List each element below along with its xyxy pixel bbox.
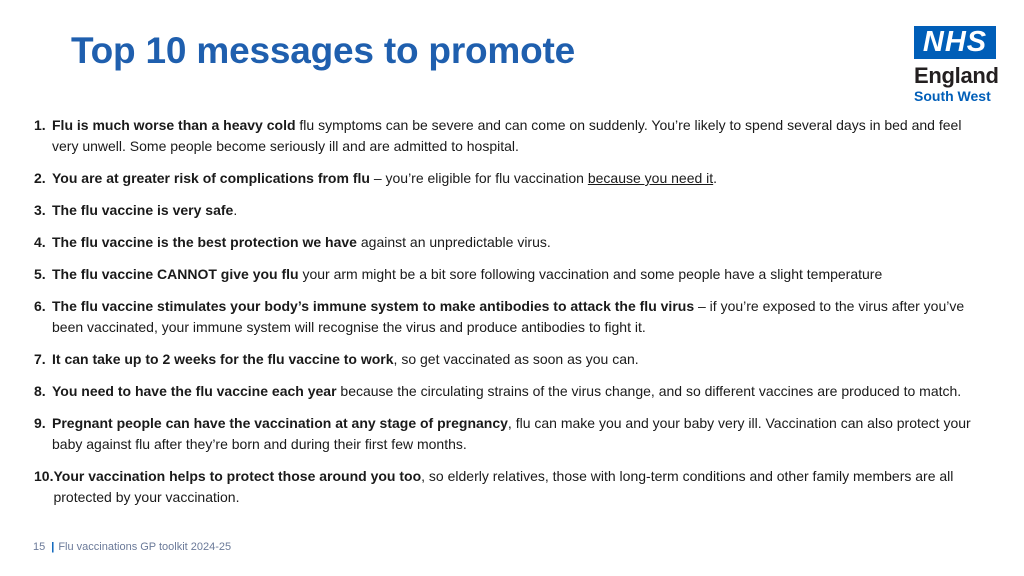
message-detail: , flu can make you and your baby very ill. Vaccination can also protect your baby against flu after they’re born and during their first few months. [52, 415, 971, 452]
message-number: 2. [34, 170, 46, 186]
message-detail: , so get vaccinated as soon as you can. [393, 351, 639, 367]
message-number: 6. [34, 298, 46, 314]
message-detail: your arm might be a bit sore following vaccination and some people have a slight temperature [298, 266, 883, 282]
message-number: 5. [34, 266, 46, 282]
message-item [34, 349, 984, 370]
message-detail: . [233, 202, 238, 218]
page-title: Top 10 messages to promote [71, 30, 576, 71]
message-heading: The flu vaccine stimulates your body’s immune system to make antibodies to attack the flu virus [52, 298, 695, 314]
message-item [34, 466, 984, 508]
message-heading: The flu vaccine is the best protection we have [52, 234, 357, 250]
nhs-logo-mark: NHS [914, 26, 996, 59]
message-item [34, 168, 984, 189]
message-heading: Your vaccination helps to protect those around you too [53, 468, 422, 484]
message-heading: Pregnant people can have the vaccination at any stage of pregnancy [52, 415, 508, 431]
message-item [34, 413, 984, 455]
message-number: 9. [34, 415, 46, 431]
message-number: 3. [34, 202, 46, 218]
message-detail: flu symptoms can be severe and can come on suddenly. You’re likely to spend several days in bed and feel very unwell. Some people become seriously ill and are admitted to hospital. [52, 117, 962, 154]
message-number: 1. [34, 117, 46, 133]
messages-list [34, 115, 984, 519]
message-item [34, 115, 984, 157]
message-heading: It can take up to 2 weeks for the flu vaccine to work [52, 351, 394, 367]
message-item [34, 232, 984, 253]
logo-region: England [914, 63, 999, 88]
because-you-need-it-link[interactable]: because you need it [587, 170, 714, 186]
message-heading: You are at greater risk of complications from flu [52, 170, 370, 186]
message-text [53, 466, 984, 508]
page-number: 15 [33, 541, 46, 553]
message-text [52, 296, 984, 338]
message-text [52, 168, 984, 189]
message-number: 10. [34, 468, 54, 484]
message-heading: The flu vaccine CANNOT give you flu [52, 266, 299, 282]
slide-footer [33, 541, 231, 553]
nhs-england-logo [914, 26, 1000, 103]
message-text [52, 264, 984, 285]
message-heading: You need to have the flu vaccine each year [52, 383, 337, 399]
message-text [52, 381, 984, 402]
logo-subregion: South West [914, 88, 991, 104]
message-item [34, 200, 984, 221]
message-text [52, 232, 984, 253]
message-heading: The flu vaccine is very safe [52, 202, 234, 218]
message-item [34, 381, 984, 402]
message-detail: because the circulating strains of the virus change, and so different vaccines are produced to match. [336, 383, 962, 399]
message-heading: Flu is much worse than a heavy cold [52, 117, 296, 133]
message-detail: – you’re eligible for flu vaccination [369, 170, 588, 186]
message-tail: . [713, 170, 718, 186]
message-detail: , so elderly relatives, those with long-term conditions and other family members are all protected by your vaccination. [53, 468, 954, 505]
message-text [52, 349, 984, 370]
message-number: 7. [34, 351, 46, 367]
message-detail: against an unpredictable virus. [356, 234, 551, 250]
message-text [52, 413, 984, 455]
message-number: 4. [34, 234, 46, 250]
message-text [52, 115, 984, 157]
message-item [34, 296, 984, 338]
message-item [34, 264, 984, 285]
footer-separator: | [51, 541, 55, 553]
message-number: 8. [34, 383, 46, 399]
message-detail: – if you’re exposed to the virus after you’ve been vaccinated, your immune system will recognise the virus and produce antibodies to fight it. [52, 298, 965, 335]
message-text [52, 200, 984, 221]
document-name: Flu vaccinations GP toolkit 2024-25 [58, 541, 232, 553]
